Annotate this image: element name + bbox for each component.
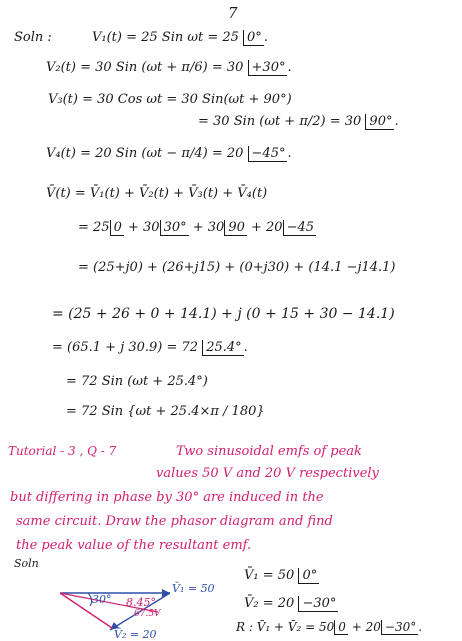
eq-result-polar: = (65.1 + j 30.9) = 72 25.4° . — [52, 340, 248, 355]
tutorial-line-4: same circuit. Draw the phasor diagram and find — [16, 514, 333, 529]
eq-v1-phasor: V̄₁ = 50 0° — [244, 568, 318, 583]
eq-v3-cont: = 30 Sin (ωt + π/2) = 30 90° . — [198, 114, 399, 129]
eq-v4: V₄(t) = 20 Sin (ωt − π/4) = 20 −45° . — [46, 146, 292, 161]
eq-result-rad: = 72 Sin {ωt + 25.4×π / 180} — [66, 404, 265, 419]
eq-v1: V₁(t) = 25 Sin ωt = 25 0° . — [92, 30, 268, 45]
solution-label: Soln : — [14, 30, 52, 45]
eq-result-sin: = 72 Sin (ωt + 25.4°) — [66, 374, 208, 389]
eq-v3: V₃(t) = 30 Cos ωt = 30 Sin(ωt + 90°) — [48, 92, 292, 107]
eq-sum: V̄(t) = V̄₁(t) + V̄₂(t) + V̄₃(t) + V̄₄(t) — [46, 186, 268, 201]
eq-v2-phasor: V̄₂ = 20 −30° — [244, 596, 337, 611]
eq-rect-sum: = (25+j0) + (26+j15) + (0+j30) + (14.1 −j14.1) — [78, 260, 396, 275]
eq-resultant: R : V̄₁ + V̄₂ = 50 0 + 20 −30° . — [236, 620, 423, 634]
tutorial-label: Tutorial - 3 , Q - 7 — [8, 444, 117, 458]
phasor-angle-label: 30° — [92, 593, 112, 606]
resultant-angle-label: 8.45° — [126, 596, 156, 609]
tutorial-line-1: Two sinusoidal emfs of peak — [176, 444, 362, 459]
eq-component-sum: = (25 + 26 + 0 + 14.1) + j (0 + 15 + 30 − 14.1) — [52, 306, 395, 322]
eq-polar-sum: = 25 0 + 30 30° + 30 90 + 20 −45 — [78, 220, 314, 235]
tutorial-line-5: the peak value of the resultant emf. — [16, 538, 252, 553]
resultant-value-label: 67.5V — [134, 609, 161, 619]
phasor-v2-label: V̄₂ = 20 — [114, 628, 157, 641]
solution-2-label: Soln — [14, 557, 39, 570]
tutorial-line-3: but differing in phase by 30° are induced in the — [10, 490, 324, 505]
page-number: 7 — [228, 4, 238, 22]
eq-v2: V₂(t) = 30 Sin (ωt + π/6) = 30 +30° . — [46, 60, 292, 75]
phasor-v1-label: V̄₁ = 50 — [172, 582, 215, 595]
tutorial-line-2: values 50 V and 20 V respectively — [156, 466, 379, 481]
